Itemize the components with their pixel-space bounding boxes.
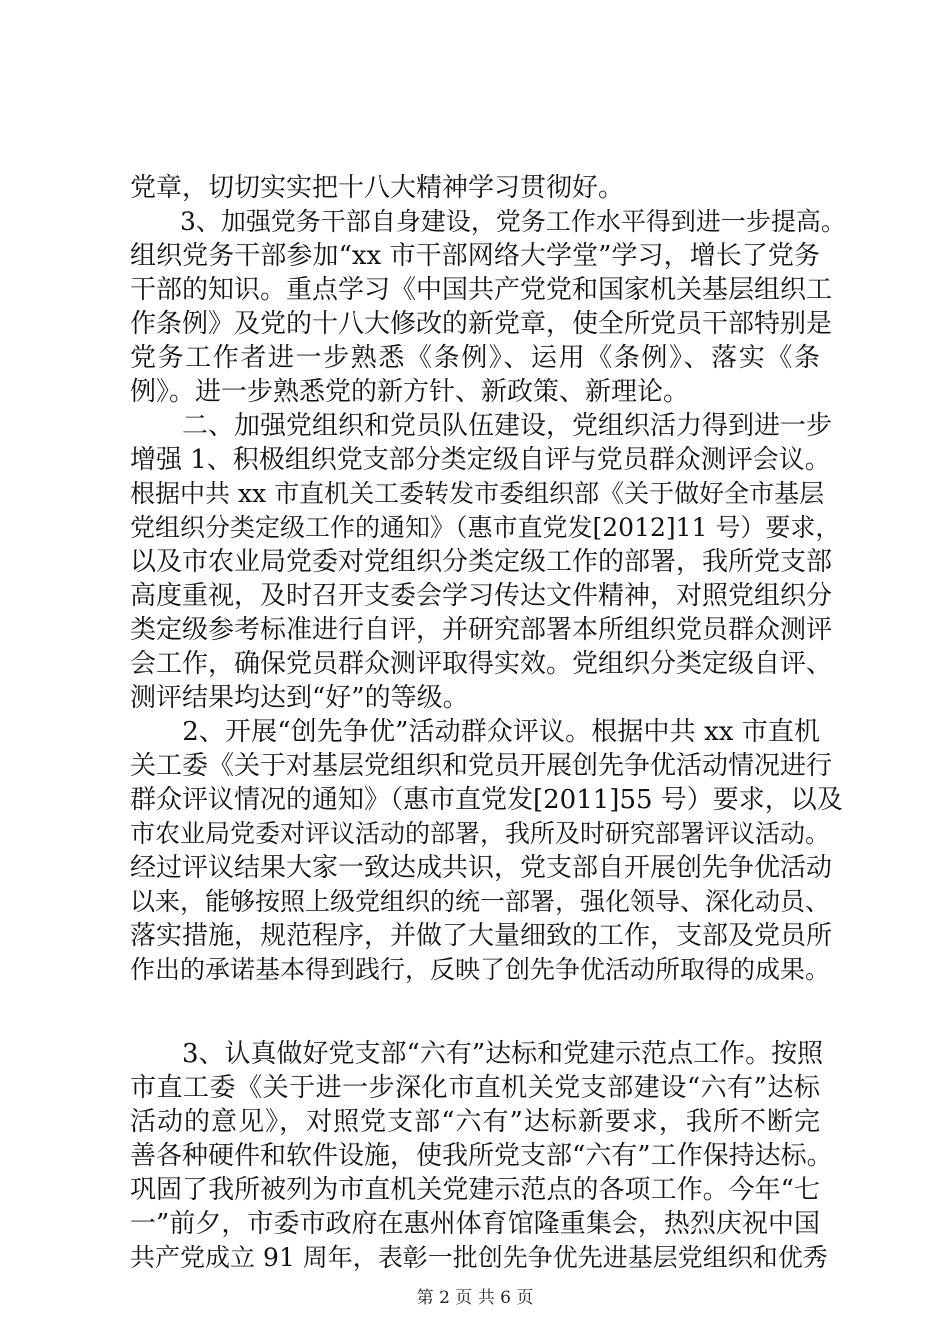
- text-line: 组织党务干部参加“xx 市干部网络大学堂”学习，增长了党务: [130, 241, 820, 271]
- text-line: 共产党成立 91 周年，表彰一批创先争优先进基层党组织和优秀: [130, 1243, 828, 1272]
- text-line: 干部的知识。重点学习《中国共产党党和国家机关基层组织工: [130, 275, 833, 305]
- text-line: 市直工委《关于进一步深化市直机关党支部建设“六有”达标: [130, 1073, 820, 1103]
- text-line: 以及市农业局党委对党组织分类定级工作的部署，我所党支部: [130, 547, 833, 577]
- text-line: 党章，切切实实把十八大精神学习贯彻好。: [130, 173, 625, 203]
- text-line: 根据中共 xx 市直机关工委转发市委组织部《关于做好全市基层: [130, 479, 825, 508]
- text-line: 类定级参考标准进行自评，并研究部署本所组织党员群众测评: [130, 615, 833, 645]
- text-line: 例》。进一步熟悉党的新方针、新政策、新理论。: [130, 377, 690, 407]
- text-line: 2、开展“创先争优”活动群众评议。根据中共 xx 市直机: [130, 717, 820, 747]
- text-line: 一”前夕，市委市政府在惠州体育馆隆重集会，热烈庆祝中国: [130, 1209, 820, 1239]
- text-line: 善各种硬件和软件设施，使我所党支部“六有”工作保持达标。: [130, 1141, 833, 1171]
- text-line: 会工作，确保党员群众测评取得实效。党组织分类定级自评、: [130, 649, 833, 679]
- text-line: 测评结果均达到“好”的等级。: [130, 683, 469, 713]
- text-line: 活动的意见》，对照党支部“六有”达标新要求，我所不断完: [130, 1107, 820, 1137]
- text-line: 群众评议情况的通知》（惠市直党发[2011]55 号）要求，以及: [130, 785, 843, 815]
- text-line: 市农业局党委对评议活动的部署，我所及时研究部署评议活动。: [130, 819, 831, 848]
- text-line: 关工委《关于对基层党组织和党员开展创先争优活动情况进行: [130, 751, 833, 781]
- text-line: 经过评议结果大家一致达成共识，党支部自开展创先争优活动: [130, 853, 833, 883]
- text-line: 以来，能够按照上级党组织的统一部署，强化领导、深化动员、: [130, 887, 831, 916]
- text-line: 巩固了我所被列为市直机关党建示范点的各项工作。今年“七: [130, 1175, 820, 1205]
- text-line: 作条例》及党的十八大修改的新党章，使全所党员干部特别是: [130, 309, 833, 339]
- text-line: 二、加强党组织和党员队伍建设，党组织活力得到进一步: [130, 411, 833, 441]
- text-line: 党务工作者进一步熟悉《条例》、运用《条例》、落实《条: [130, 343, 820, 373]
- text-line: 3、加强党务干部自身建设，党务工作水平得到进一步提高。: [130, 207, 846, 236]
- text-line: 落实措施，规范程序，并做了大量细致的工作，支部及党员所: [130, 921, 833, 951]
- page-footer: 第 2 页 共 6 页: [416, 1288, 534, 1308]
- text-line: 增强 1、积极组织党支部分类定级自评与党员群众测评会议。: [130, 445, 831, 475]
- text-line: 3、认真做好党支部“六有”达标和党建示范点工作。按照: [130, 1039, 824, 1069]
- text-line: 党组织分类定级工作的通知》（惠市直党发[2012]11 号）要求，: [130, 513, 841, 542]
- text-line: 作出的承诺基本得到践行，反映了创先争优活动所取得的成果。: [130, 955, 831, 984]
- text-line: 高度重视，及时召开支委会学习传达文件精神，对照党组织分: [130, 581, 833, 611]
